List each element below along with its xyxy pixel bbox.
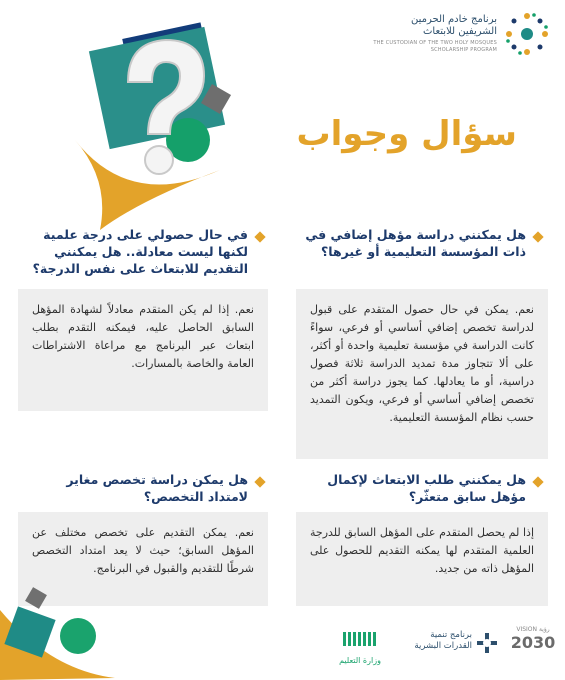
bullet-diamond-icon: [532, 231, 543, 242]
bullet-diamond-icon: [254, 231, 265, 242]
faq-answer-3: إذا لم يحصل المتقدم على المؤهل السابق للدرجة العلمية المتقدم لها يمكنه التقديم للحصول على المؤهل ذاته من جديد.: [296, 512, 548, 606]
faq-question-3: هل يمكنني طلب الابتعاث لإكمال مؤهل سابق متعثّر؟: [327, 472, 526, 504]
faq-question-2: في حال حصولي على درجة علمية لكنها ليست معادلة.. هل يمكنني التقديم للابتعاث على نفس الدرجة؟: [32, 227, 248, 276]
hcd-program-logo: [398, 630, 472, 652]
brand-text: [337, 14, 497, 54]
ministry-logo: [330, 632, 390, 667]
bullet-diamond-icon: [254, 476, 265, 487]
brand-name-line2: الشريفين للابتعاث: [422, 26, 497, 37]
decorative-green-circle: [60, 618, 96, 654]
ministry-label: وزارة التعليم: [339, 656, 381, 665]
footer-logos: [330, 624, 560, 670]
faq-answer-2: نعم. إذا لم يكن المتقدم معادلاً لشهادة المؤهل السابق الحاصل عليه، فيمكنه التقدم بطلب ابتعاث عبر البرنامج مع مراعاة الاشتراطات العامة والخاصة بالمسارات.: [18, 289, 268, 411]
scholarship-program-logo: [503, 10, 551, 58]
faq-question-1: هل يمكنني دراسة مؤهل إضافي في ذات المؤسسة التعليمية أو غيرها؟: [305, 227, 526, 259]
hcd-emblem-icon: [476, 632, 498, 654]
ministry-mark-icon: [343, 632, 377, 646]
program-line2: القدرات البشرية: [414, 641, 472, 651]
vision-year: 2030: [510, 633, 556, 652]
question-mark-icon: [108, 30, 218, 190]
vision-label: VISION رؤية: [516, 626, 550, 633]
brand-name-english: THE CUSTODIAN OF THE TWO HOLY MOSQUES SCHOLARSHIP PROGRAM: [373, 40, 497, 53]
faq-answer-1: نعم. يمكن في حال حصول المتقدم على قبول لدراسة تخصص إضافي أساسي أو فرعي، سواءً كانت الدراسة في مؤسسة تعليمية واحدة أو أكثر، على ألا تتجاوز مدة تمديد الدراسة ثلاثة فصول دراسية، أو ما يعادلها. كما يجوز دراسة أكثر من تخصص إضافي أساسي أو فرعي، ويكون التمديد حسب نظام المؤسسة التعليمية.: [296, 289, 548, 459]
faq-answer-4: نعم. يمكن التقديم على تخصص مختلف عن المؤهل السابق؛ حيث لا يعد امتداد التخصص شرطًا للتقديم والقبول في البرنامج.: [18, 512, 268, 606]
brand-name-line1: برنامج خادم الحرمين: [411, 14, 497, 25]
vision-2030-logo: [506, 626, 560, 652]
program-line1: برنامج تنمية: [430, 630, 472, 640]
bullet-diamond-icon: [532, 476, 543, 487]
faq-question-4: هل يمكن دراسة تخصص مغاير لامتداد التخصص؟: [66, 472, 248, 504]
page-title: سؤال وجواب: [296, 114, 517, 154]
